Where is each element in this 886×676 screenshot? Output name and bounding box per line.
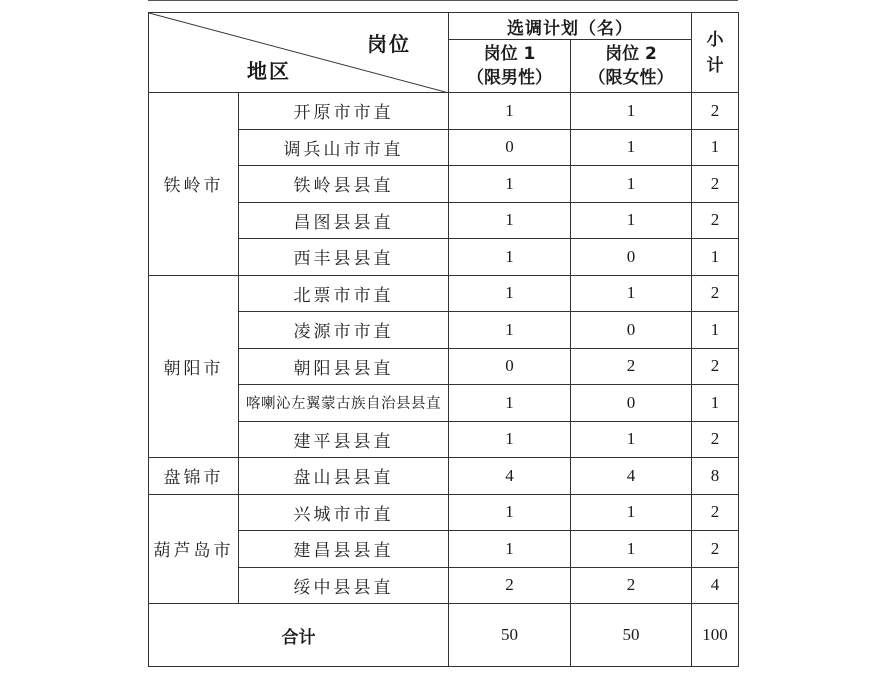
post1-cell: 1 bbox=[449, 275, 571, 312]
post2-cell: 0 bbox=[571, 239, 692, 276]
post2-cell: 1 bbox=[571, 494, 692, 531]
county-cell: 朝阳县县直 bbox=[239, 348, 449, 385]
plan-title-header: 选调计划（名） bbox=[449, 13, 692, 40]
post2-header-line1: 岗位 2 bbox=[605, 44, 657, 64]
post1-cell: 1 bbox=[449, 531, 571, 568]
total-row bbox=[149, 604, 739, 667]
subtotal-cell: 1 bbox=[692, 385, 739, 422]
subtotal-cell: 1 bbox=[692, 239, 739, 276]
post1-header bbox=[449, 40, 571, 93]
county-cell: 建平县县直 bbox=[239, 421, 449, 458]
table-row bbox=[149, 458, 739, 495]
subtotal-cell: 1 bbox=[692, 312, 739, 349]
post2-cell: 1 bbox=[571, 93, 692, 130]
table-row bbox=[149, 93, 739, 130]
region-header-label: 地区 bbox=[247, 59, 291, 83]
county-cell: 盘山县县直 bbox=[239, 458, 449, 495]
post1-cell: 1 bbox=[449, 421, 571, 458]
post2-cell: 0 bbox=[571, 385, 692, 422]
total-post2-cell: 50 bbox=[571, 604, 692, 667]
post2-cell: 0 bbox=[571, 312, 692, 349]
subtotal-header-line1: 小 bbox=[706, 29, 724, 50]
post1-cell: 0 bbox=[449, 348, 571, 385]
post1-cell: 1 bbox=[449, 202, 571, 239]
post2-cell: 1 bbox=[571, 202, 692, 239]
county-cell: 开原市市直 bbox=[239, 93, 449, 130]
post2-header bbox=[571, 40, 692, 93]
county-cell: 铁岭县县直 bbox=[239, 166, 449, 203]
selection-plan-table bbox=[148, 12, 739, 667]
post2-cell: 1 bbox=[571, 531, 692, 568]
header-row-1 bbox=[149, 13, 739, 40]
region-cell: 朝阳市 bbox=[149, 275, 239, 458]
region-cell: 铁岭市 bbox=[149, 93, 239, 276]
total-post1-cell: 50 bbox=[449, 604, 571, 667]
post1-cell: 1 bbox=[449, 312, 571, 349]
post2-header-line2: （限女性） bbox=[588, 68, 674, 88]
region-cell: 盘锦市 bbox=[149, 458, 239, 495]
diagonal-header-cell bbox=[149, 13, 449, 93]
subtotal-cell: 2 bbox=[692, 494, 739, 531]
post1-cell: 1 bbox=[449, 494, 571, 531]
post2-cell: 1 bbox=[571, 421, 692, 458]
county-cell: 调兵山市市直 bbox=[239, 129, 449, 166]
county-cell: 建昌县县直 bbox=[239, 531, 449, 568]
post2-cell: 2 bbox=[571, 567, 692, 604]
subtotal-header-line2: 计 bbox=[706, 55, 724, 76]
county-cell: 兴城市市直 bbox=[239, 494, 449, 531]
subtotal-cell: 1 bbox=[692, 129, 739, 166]
subtotal-cell: 2 bbox=[692, 166, 739, 203]
post2-cell: 1 bbox=[571, 275, 692, 312]
subtotal-header bbox=[692, 13, 739, 93]
subtotal-cell: 8 bbox=[692, 458, 739, 495]
county-cell: 绥中县县直 bbox=[239, 567, 449, 604]
post1-cell: 0 bbox=[449, 129, 571, 166]
county-cell: 昌图县县直 bbox=[239, 202, 449, 239]
county-cell: 北票市市直 bbox=[239, 275, 449, 312]
subtotal-cell: 2 bbox=[692, 275, 739, 312]
post2-cell: 2 bbox=[571, 348, 692, 385]
post1-cell: 1 bbox=[449, 93, 571, 130]
post1-header-line2: （限男性） bbox=[467, 68, 552, 88]
region-cell: 葫芦岛市 bbox=[149, 494, 239, 604]
county-cell: 喀喇沁左翼蒙古族自治县县直 bbox=[239, 385, 449, 422]
post2-cell: 1 bbox=[571, 166, 692, 203]
table-row bbox=[149, 494, 739, 531]
post1-header-line1: 岗位 1 bbox=[483, 44, 536, 64]
post1-cell: 2 bbox=[449, 567, 571, 604]
post1-cell: 4 bbox=[449, 458, 571, 495]
subtotal-cell: 2 bbox=[692, 202, 739, 239]
subtotal-cell: 2 bbox=[692, 531, 739, 568]
top-rule bbox=[148, 0, 738, 1]
total-label: 合计 bbox=[149, 604, 449, 667]
subtotal-cell: 4 bbox=[692, 567, 739, 604]
subtotal-cell: 2 bbox=[692, 348, 739, 385]
table-row bbox=[149, 275, 739, 312]
post1-cell: 1 bbox=[449, 385, 571, 422]
county-cell: 凌源市市直 bbox=[239, 312, 449, 349]
post1-cell: 1 bbox=[449, 166, 571, 203]
subtotal-cell: 2 bbox=[692, 93, 739, 130]
county-cell: 西丰县县直 bbox=[239, 239, 449, 276]
post-header-label: 岗位 bbox=[367, 32, 411, 56]
subtotal-cell: 2 bbox=[692, 421, 739, 458]
post2-cell: 4 bbox=[571, 458, 692, 495]
post2-cell: 1 bbox=[571, 129, 692, 166]
post1-cell: 1 bbox=[449, 239, 571, 276]
total-subtotal-cell: 100 bbox=[692, 604, 739, 667]
